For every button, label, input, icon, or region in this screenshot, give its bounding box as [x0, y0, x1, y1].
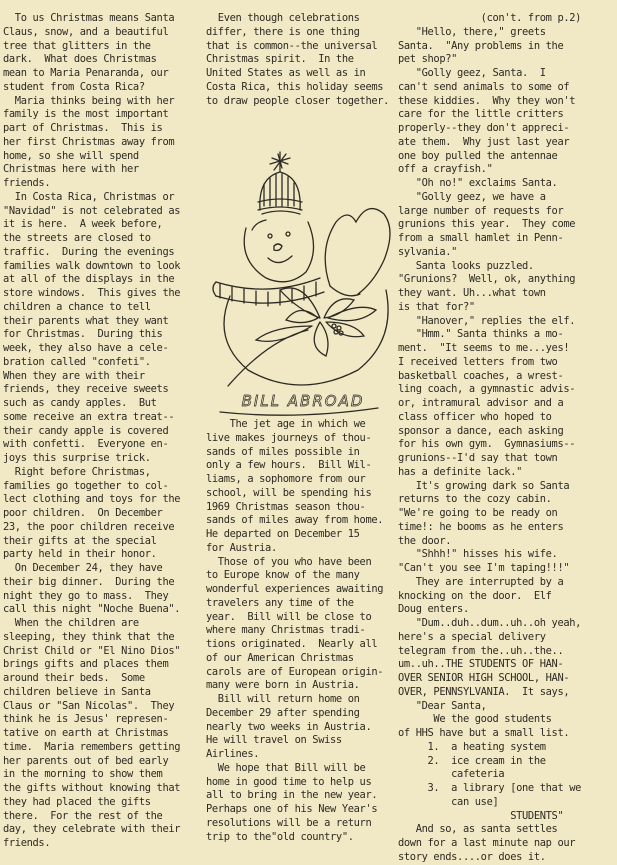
text-line: family is the most important — [3, 108, 169, 121]
text-line: December 29 after spending — [206, 706, 360, 719]
pom-pom-icon — [270, 152, 290, 172]
text-line: families walk downtown to look — [3, 259, 181, 272]
text-line: "Shhh!" hisses his wife. — [398, 548, 558, 561]
text-line: "Hello, there," greets — [398, 25, 546, 38]
text-line: these kiddies. Why they won't — [398, 94, 576, 107]
text-line: When they are with their — [3, 369, 145, 382]
text-line: "Golly geez, Santa. I — [398, 67, 546, 79]
article-christmas-spirit-ending — [206, 12, 402, 108]
text-line: He will travel on Swiss — [206, 734, 342, 747]
text-line: tions originated. Nearly all — [206, 638, 378, 650]
text-line: The jet age in which we — [206, 418, 366, 430]
text-line: Claus, snow, and a beautiful — [3, 25, 169, 38]
text-line: Bill will return home on — [206, 693, 360, 705]
text-line: traffic. During the evenings — [3, 245, 175, 258]
text-line: returns to the cozy cabin. — [398, 493, 552, 506]
text-line: We the good students — [398, 713, 552, 726]
text-line: In Costa Rica, Christmas or — [3, 190, 175, 203]
text-line: can use] — [398, 795, 499, 808]
text-line: "Hanover," replies the elf. — [398, 314, 576, 327]
text-line: "Navidad" is not celebrated as — [3, 204, 181, 217]
text-line: with confetti. Everyone en- — [3, 438, 169, 451]
text-line: brings gifts and places them — [3, 658, 169, 671]
text-line: store windows. This gives the — [3, 287, 181, 299]
text-line: is that for?" — [398, 300, 475, 313]
text-line: the door. — [398, 534, 452, 547]
text-line: tative on earth at Christmas — [3, 727, 169, 739]
text-line: in the morning to show them — [3, 768, 163, 781]
text-line: (con't. from p.2) — [398, 12, 582, 24]
text-line: "Grunions? Well, ok, anything — [398, 273, 576, 286]
text-line: He departed on December 15 — [206, 528, 360, 540]
article-christmas-costa-rica — [3, 12, 203, 851]
text-line: down for a last minute nap our — [398, 837, 576, 849]
text-line: their gifts at the special — [3, 534, 157, 547]
text-line: sponsor a dance, each asking — [398, 424, 564, 437]
text-line: time. Maria remembers getting — [3, 740, 181, 753]
text-line: To us Christmas means Santa — [3, 12, 175, 24]
text-line: at all of the displays in the — [3, 273, 175, 286]
text-line: um..uh..THE STUDENTS OF HAN- — [398, 658, 564, 671]
text-line: "Golly geez, we have a — [398, 190, 546, 203]
text-line: children a chance to tell — [3, 300, 151, 313]
text-line: many were born in Austria. — [206, 679, 360, 692]
text-line: Maria thinks being with her — [3, 94, 175, 107]
text-line: they want. Uh...what town — [398, 287, 546, 299]
illustration-title: BILL ABROAD — [241, 392, 365, 410]
text-line: They are interrupted by a — [398, 575, 564, 588]
text-line: has a definite lack." — [398, 465, 523, 478]
text-line: ling coach, a gymnastic advis- — [398, 383, 576, 396]
text-line: think he is Jesus' represen- — [3, 713, 169, 726]
article-bill-abroad — [206, 418, 402, 844]
text-line: families go together to col- — [3, 479, 169, 492]
text-line: 2. ice cream in the — [398, 754, 546, 767]
text-line: mean to Maria Penaranda, our — [3, 67, 169, 79]
text-line: day, they celebrate with their — [3, 823, 181, 836]
text-line: one boy pulled the antennae — [398, 149, 558, 162]
text-line: Christ Child or "El Nino Dios" — [3, 644, 181, 657]
text-line: "Dum..duh..dum..uh..oh yeah, — [398, 617, 582, 629]
text-line: here's a special delivery — [398, 630, 546, 643]
knit-hat-icon — [258, 172, 302, 214]
text-line: or, intramural advisor and a — [398, 397, 564, 409]
text-line: her parents out of bed early — [3, 754, 169, 767]
text-line: the streets are closed to — [3, 232, 151, 244]
article-santa-story-continued — [398, 12, 615, 865]
text-line: basketball coaches, a wrest- — [398, 369, 564, 382]
text-line: Christmas here with her — [3, 163, 139, 176]
text-line: their big dinner. During the — [3, 575, 175, 588]
text-line: their parents what they want — [3, 314, 169, 327]
text-line: for his own gym. Gymnasiums-- — [398, 438, 576, 451]
text-line: sands of miles possible in — [206, 445, 360, 458]
text-line: time!: he booms as he enters — [398, 520, 564, 533]
text-line: 1. a heating system — [398, 740, 546, 753]
text-line: friends, they receive sweets — [3, 383, 169, 396]
text-line: from a small hamlet in Penn- — [398, 232, 564, 244]
text-line: sylvania." — [398, 245, 458, 258]
text-line: party held in their honor. — [3, 548, 157, 561]
text-line: grunions--I'd say that town — [398, 452, 558, 464]
text-line: such as candy apples. But — [3, 397, 157, 409]
text-line: off a crayfish." — [398, 163, 493, 176]
text-line: nearly two weeks in Austria. — [206, 720, 372, 733]
text-line: "Dear Santa, — [398, 699, 487, 712]
text-line: some receive an extra treat-- — [3, 410, 175, 423]
text-line: 23, the poor children receive — [3, 520, 175, 533]
text-line: live makes journeys of thou- — [206, 431, 372, 444]
text-line: around their beds. Some — [3, 672, 145, 684]
text-line: can't send animals to some of — [398, 80, 570, 93]
text-line: they had placed the gifts — [3, 795, 151, 808]
text-line: liams, a sophomore from our — [206, 473, 366, 485]
text-line: "Can't you see I'm taping!!!" — [398, 562, 570, 574]
text-line: where many Christmas tradi- — [206, 624, 366, 637]
text-line: school, will be spending his — [206, 486, 372, 499]
text-line: all to bring in the new year. — [206, 789, 378, 802]
text-line: friends. — [3, 837, 51, 849]
text-line: friends. — [3, 177, 51, 189]
text-line: their candy apple is covered — [3, 424, 169, 437]
text-line: care for the little critters — [398, 108, 564, 121]
text-line: for Christmas. During this — [3, 328, 163, 341]
text-line: cafeteria — [398, 768, 505, 781]
text-line: ate them. Why just last year — [398, 135, 570, 148]
text-line: home in good time to help us — [206, 775, 372, 788]
text-line: carols are of European origin- — [206, 665, 384, 678]
text-line: Even though celebrations — [206, 12, 360, 24]
text-line: Airlines. — [206, 748, 260, 760]
text-line: trip to the"old country". — [206, 830, 354, 843]
text-line: knocking on the door. Elf — [398, 589, 552, 602]
snowman-face-icon — [244, 220, 313, 282]
text-line: sleeping, they think that the — [3, 630, 175, 643]
text-line: United States as well as in — [206, 67, 366, 79]
text-line: travelers any time of the — [206, 596, 354, 609]
bill-abroad-illustration — [208, 150, 398, 420]
text-line: I received letters from two — [398, 355, 558, 368]
text-line: telegram from the..uh..the.. — [398, 644, 564, 657]
mitten-icon — [325, 209, 390, 296]
text-line: Perhaps one of his New Year's — [206, 803, 378, 815]
snowman-poinsettia-drawing — [208, 150, 398, 420]
text-line: OVER, PENNSYLVANIA. It says, — [398, 685, 570, 698]
text-line: ment. "It seems to me...yes! — [398, 342, 570, 354]
text-line: children believe in Santa — [3, 685, 151, 698]
text-line: STUDENTS" — [398, 809, 564, 822]
text-line: Santa. "Any problems in the — [398, 39, 564, 52]
text-line: "Hmm." Santa thinks a mo- — [398, 328, 564, 341]
text-line: And so, as santa settles — [398, 823, 558, 836]
text-line: to draw people closer together. — [206, 94, 390, 107]
text-line: resolutions will be a return — [206, 816, 372, 829]
text-line: large number of requests for — [398, 204, 564, 217]
text-line: 1969 Christmas season thou- — [206, 500, 366, 513]
text-line: "We're going to be ready on — [398, 507, 558, 519]
text-line: year. Bill will be close to — [206, 610, 372, 623]
text-line: call this night "Noche Buena". — [3, 603, 181, 616]
text-line: that is common--the universal — [206, 39, 378, 52]
text-line: 3. a library [one that we — [398, 782, 582, 794]
text-line: Costa Rica, this holiday seems — [206, 80, 384, 93]
text-line: grunions this year. They come — [398, 218, 576, 231]
text-line: lect clothing and toys for the — [3, 493, 181, 506]
text-line: of our American Christmas — [206, 651, 354, 664]
text-line: Right before Christmas, — [3, 465, 151, 478]
text-line: When the children are — [3, 617, 139, 629]
text-line: week, they also have a cele- — [3, 342, 169, 354]
text-line: story ends....or does it. — [398, 850, 546, 863]
text-line: sands of miles away from home. — [206, 514, 384, 527]
text-line: On December 24, they have — [3, 562, 163, 574]
text-line: differ, there is one thing — [206, 25, 360, 38]
text-line: her first Christmas away from — [3, 135, 175, 148]
text-line: poor children. On December — [3, 507, 163, 519]
text-line: Those of you who have been — [206, 555, 372, 568]
text-line: "Oh no!" exclaims Santa. — [398, 177, 558, 189]
text-line: only a few hours. Bill Wil- — [206, 459, 372, 472]
text-line: properly--they don't appreci- — [398, 122, 570, 134]
text-line: of HHS have but a small list. — [398, 727, 570, 739]
text-line: OVER SENIOR HIGH SCHOOL, HAN- — [398, 672, 570, 684]
text-line: Claus or "San Nicolas". They — [3, 699, 175, 712]
text-line: It's growing dark so Santa — [398, 479, 570, 492]
text-line: home, so she will spend — [3, 149, 139, 162]
text-line: there. For the rest of the — [3, 809, 163, 822]
text-line: Doug enters. — [398, 603, 469, 616]
text-line: pet shop?" — [398, 53, 458, 66]
text-line: dark. What does Christmas — [3, 53, 157, 66]
text-line: to Europe know of the many — [206, 569, 360, 582]
text-line: part of Christmas. This is — [3, 122, 163, 134]
text-line: tree that glitters in the — [3, 39, 151, 52]
text-line: student from Costa Rica? — [3, 80, 145, 93]
text-line: joys this surprise trick. — [3, 452, 151, 464]
text-line: Christmas spirit. In the — [206, 53, 354, 66]
text-line: for Austria. — [206, 541, 277, 554]
text-line: We hope that Bill will be — [206, 761, 366, 774]
text-line: night they go to mass. They — [3, 589, 169, 602]
text-line: the gifts without knowing that — [3, 782, 181, 794]
text-line: class officer who hoped to — [398, 410, 552, 423]
text-line: bration called "confeti". — [3, 355, 151, 368]
text-line: it is here. A week before, — [3, 218, 163, 231]
scarf-icon — [213, 278, 324, 306]
text-line: Santa looks puzzled. — [398, 259, 534, 272]
text-line: wonderful experiences awaiting — [206, 583, 384, 595]
